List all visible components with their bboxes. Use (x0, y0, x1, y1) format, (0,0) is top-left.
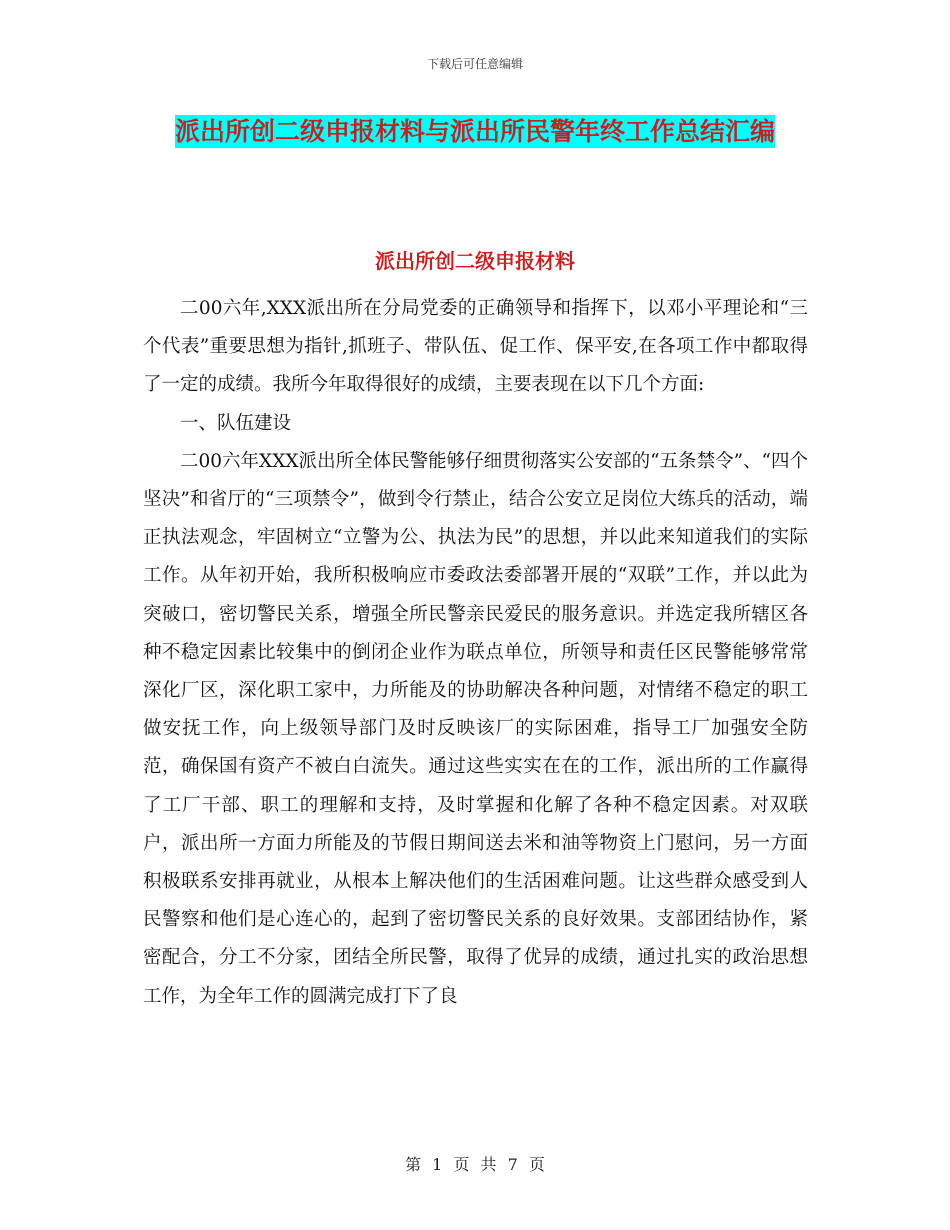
paragraph: 二00六年XXX派出所全体民警能够仔细贯彻落实公安部的“五条禁令”、“四个坚决”和省厅的“三项禁令”，做到令行禁止，结合公安立足岗位大练兵的活动，端正执法观念，牢固树立“立警为公、执法为民”的思想，并以此来知道我们的实际工作。从年初开始，我所积极响应市委政法委部署开展的“双联”工作，并以此为突破口，密切警民关系，增强全所民警亲民爱民的服务意识。并选定我所辖区各种不稳定因素比较集中的倒闭企业作为联点单位，所领导和责任区民警能够常常深化厂区，深化职工家中，力所能及的协助解决各种问题，对情绪不稳定的职工做安抚工作，向上级领导部门及时反映该厂的实际困难，指导工厂加强安全防范，确保国有资产不被白白流失。通过这些实实在在的工作，派出所的工作赢得了工厂干部、职工的理解和支持，及时掌握和化解了各种不稳定因素。对双联户，派出所一方面力所能及的节假日期间送去米和油等物资上门慰问，另一方面积极联系安排再就业，从根本上解决他们的生活困难问题。让这些群众感受到人民警察和他们是心连心的，起到了密切警民关系的良好效果。支部团结协作，紧密配合，分工不分家，团结全所民警，取得了优异的成绩，通过扎实的政治思想工作，为全年工作的圆满完成打下了良 (143, 450, 808, 1007)
section-title: 派出所创二级申报材料 (375, 249, 575, 273)
header-note: 下载后可任意编辑 (426, 57, 523, 71)
document-title-text: 派出所创二级申报材料与派出所民警年终工作总结汇编 (174, 117, 775, 146)
paragraph: 二00六年,XXX派出所在分局党委的正确领导和指挥下，以邓小平理论和“三个代表”重要思想为指针,抓班子、带队伍、促工作、保平安,在各项工作中都取得了一定的成绩。我所今年取得很好的成绩，主要表现在以下几个方面: (143, 298, 808, 396)
paragraph-heading: 一、队伍建设 (180, 412, 292, 434)
page-number-footer: 第 1 页 共 7 页 (405, 1155, 545, 1174)
document-title (145, 108, 805, 156)
body-text (143, 290, 808, 1016)
